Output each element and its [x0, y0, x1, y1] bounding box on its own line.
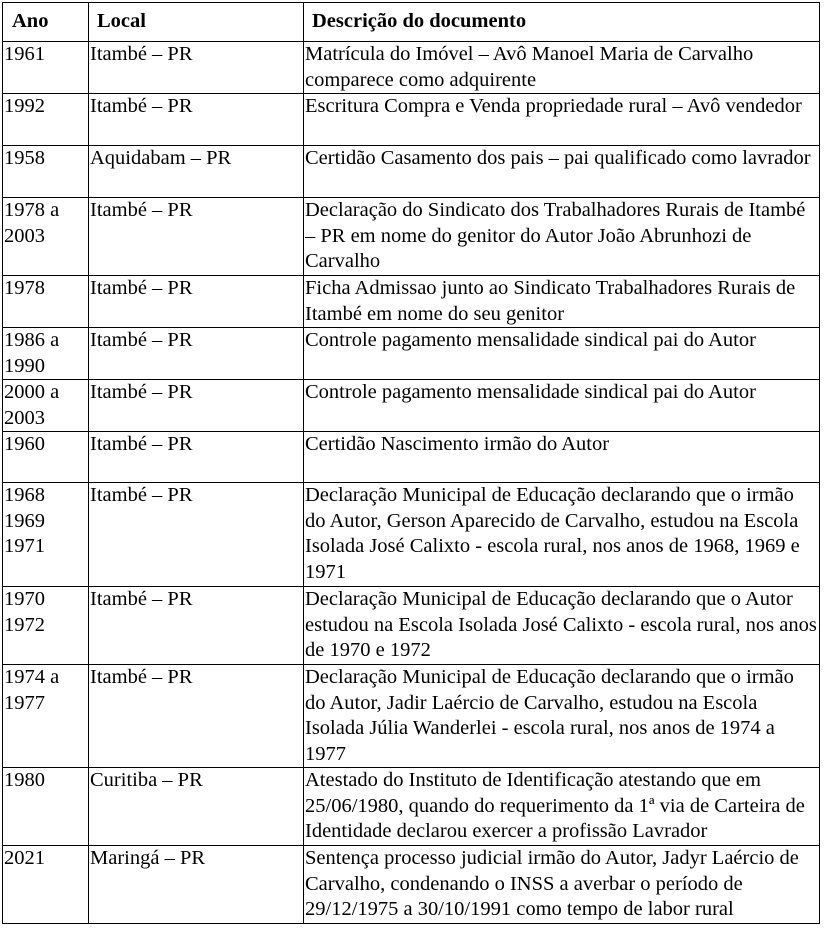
cell-ano: 1961 — [3, 42, 89, 94]
table-row — [3, 380, 820, 432]
cell-ano: 1980 — [3, 768, 89, 846]
table-row — [3, 483, 820, 587]
cell-descricao: Certidão Nascimento irmão do Autor — [304, 432, 820, 483]
header-descricao: Descrição do documento — [304, 3, 820, 42]
cell-descricao: Sentença processo judicial irmão do Autor, Jadyr Laércio de Carvalho, condenando o INSS a averbar o período de 29/12/1975 a 30/10/1991 como tempo de labor rural — [304, 846, 820, 924]
cell-local: Itambé – PR — [89, 587, 304, 665]
table-row — [3, 328, 820, 380]
cell-local: Itambé – PR — [89, 198, 304, 276]
table-row — [3, 42, 820, 94]
cell-local: Maringá – PR — [89, 846, 304, 924]
cell-ano: 1960 — [3, 432, 89, 483]
table-row — [3, 276, 820, 328]
table-row — [3, 587, 820, 665]
documents-table — [2, 2, 820, 924]
cell-descricao: Certidão Casamento dos pais – pai qualificado como lavrador — [304, 146, 820, 198]
cell-local: Itambé – PR — [89, 94, 304, 146]
cell-descricao: Controle pagamento mensalidade sindical pai do Autor — [304, 380, 820, 432]
cell-ano: 1958 — [3, 146, 89, 198]
cell-ano: 1978 a 2003 — [3, 198, 89, 276]
cell-local: Itambé – PR — [89, 380, 304, 432]
cell-descricao: Matrícula do Imóvel – Avô Manoel Maria de Carvalho comparece como adquirente — [304, 42, 820, 94]
table-row — [3, 198, 820, 276]
cell-descricao: Escritura Compra e Venda propriedade rural – Avô vendedor — [304, 94, 820, 146]
cell-descricao: Ficha Admissao junto ao Sindicato Trabalhadores Rurais de Itambé em nome do seu genitor — [304, 276, 820, 328]
header-ano: Ano — [3, 3, 89, 42]
table-row — [3, 432, 820, 483]
cell-ano: 1992 — [3, 94, 89, 146]
cell-local: Itambé – PR — [89, 42, 304, 94]
cell-descricao: Declaração Municipal de Educação declarando que o irmão do Autor, Gerson Aparecido de Carvalho, estudou na Escola Isolada José Calixto - escola rural, nos anos de 1968, 1969 e 1971 — [304, 483, 820, 587]
cell-ano: 1986 a 1990 — [3, 328, 89, 380]
table-body — [3, 42, 820, 924]
cell-ano: 1978 — [3, 276, 89, 328]
cell-local: Itambé – PR — [89, 276, 304, 328]
cell-ano: 1974 a 1977 — [3, 665, 89, 768]
cell-local: Itambé – PR — [89, 665, 304, 768]
cell-descricao: Controle pagamento mensalidade sindical pai do Autor — [304, 328, 820, 380]
table-row — [3, 846, 820, 924]
cell-ano: 1970 1972 — [3, 587, 89, 665]
header-row — [3, 3, 820, 42]
cell-local: Itambé – PR — [89, 483, 304, 587]
table-row — [3, 768, 820, 846]
cell-descricao: Atestado do Instituto de Identificação atestando que em 25/06/1980, quando do requerimento da 1ª via de Carteira de Identidade declarou exercer a profissão Lavrador — [304, 768, 820, 846]
cell-local: Aquidabam – PR — [89, 146, 304, 198]
cell-ano: 2021 — [3, 846, 89, 924]
table-row — [3, 665, 820, 768]
table-row — [3, 94, 820, 146]
cell-local: Curitiba – PR — [89, 768, 304, 846]
cell-local: Itambé – PR — [89, 328, 304, 380]
table-row — [3, 146, 820, 198]
cell-local: Itambé – PR — [89, 432, 304, 483]
cell-descricao: Declaração do Sindicato dos Trabalhadores Rurais de Itambé – PR em nome do genitor do Autor João Abrunhozi de Carvalho — [304, 198, 820, 276]
cell-descricao: Declaração Municipal de Educação declarando que o irmão do Autor, Jadir Laércio de Carvalho, estudou na Escola Isolada Júlia Wanderlei - escola rural, nos anos de 1974 a 1977 — [304, 665, 820, 768]
cell-descricao: Declaração Municipal de Educação declarando que o Autor estudou na Escola Isolada José Calixto - escola rural, nos anos de 1970 e 1972 — [304, 587, 820, 665]
header-local: Local — [89, 3, 304, 42]
table-header — [3, 3, 820, 42]
cell-ano: 2000 a 2003 — [3, 380, 89, 432]
cell-ano: 1968 1969 1971 — [3, 483, 89, 587]
